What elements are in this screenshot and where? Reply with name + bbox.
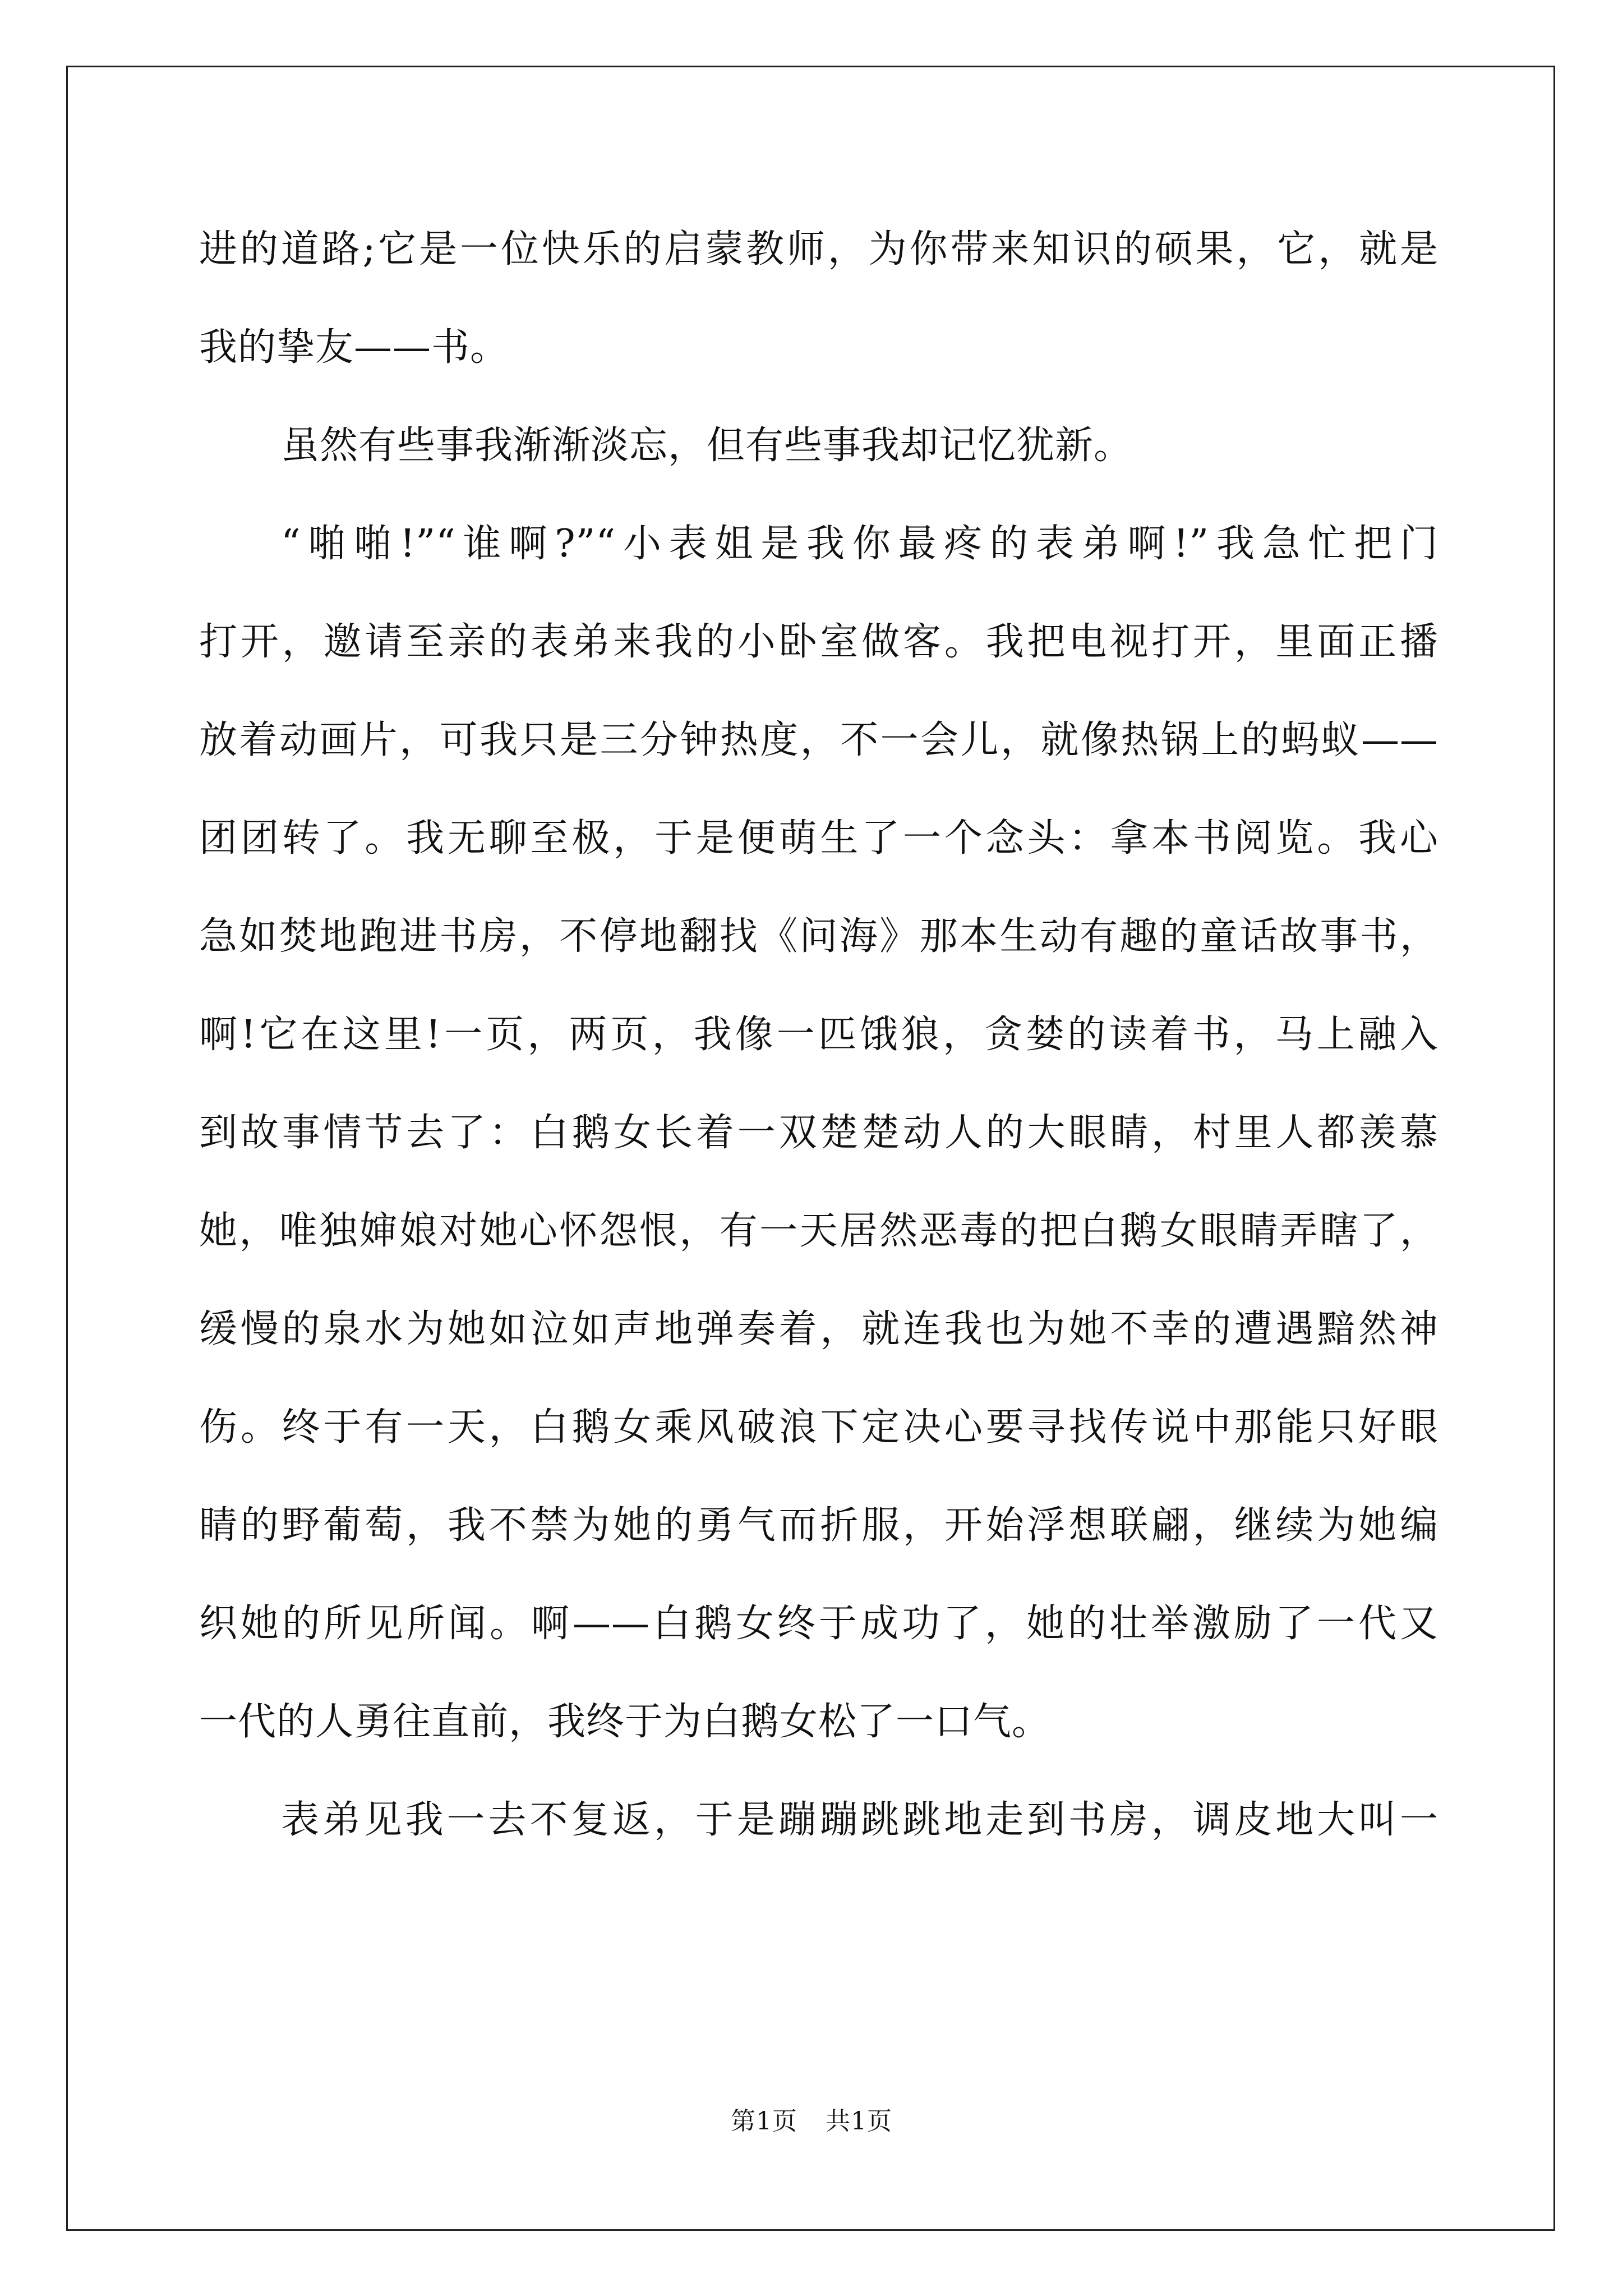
text-line: 进的道路;它是一位快乐的启蒙教师，为你带来知识的硕果，它，就是 (199, 227, 1438, 272)
text-line: 打开，邀请至亲的表弟来我的小卧室做客。我把电视打开，里面正播 (199, 620, 1438, 664)
text-line: 虽然有些事我渐渐淡忘，但有些事我却记忆犹新。 (281, 424, 1133, 468)
text-line: 团团转了。我无聊至极，于是便萌生了一个念头：拿本书阅览。我心 (199, 816, 1438, 861)
text-line: 缓慢的泉水为她如泣如声地弹奏着，就连我也为她不幸的遭遇黯然神 (199, 1307, 1438, 1351)
text-line: 睛的野葡萄，我不禁为她的勇气而折服，开始浮想联翩，继续为她编 (199, 1503, 1438, 1548)
text-line: 急如焚地跑进书房，不停地翻找《问海》那本生动有趣的童话故事书， (199, 914, 1438, 959)
text-line: 表弟见我一去不复返，于是蹦蹦跳跳地走到书房，调皮地大叫一 (281, 1798, 1438, 1842)
text-line: 啊!它在这里!一页，两页，我像一匹饿狼，贪婪的读着书，马上融入 (199, 1013, 1438, 1057)
text-line: 一代的人勇往直前，我终于为白鹅女松了一口气。 (199, 1700, 1051, 1744)
text-line: 我的挚友——书。 (199, 325, 509, 370)
page-number-current: 第1页 (731, 2107, 797, 2136)
page-number-total: 共1页 (826, 2107, 892, 2136)
page-footer (0, 2105, 1623, 2138)
text-line: 织她的所见所闻。啊——白鹅女终于成功了，她的壮举激励了一代又 (199, 1602, 1438, 1646)
text-line: 到故事情节去了：白鹅女长着一双楚楚动人的大眼睛，村里人都羡慕 (199, 1111, 1438, 1155)
text-line: “啪啪!”“谁啊?”“小表姐是我你最疼的表弟啊!”我急忙把门 (281, 522, 1438, 566)
text-line: 她，唯独婶娘对她心怀怨恨，有一天居然恶毒的把白鹅女眼睛弄瞎了， (199, 1209, 1438, 1253)
text-line: 放着动画片，可我只是三分钟热度，不一会儿，就像热锅上的蚂蚁—— (199, 718, 1438, 762)
text-line: 伤。终于有一天，白鹅女乘风破浪下定决心要寻找传说中那能只好眼 (199, 1405, 1438, 1450)
